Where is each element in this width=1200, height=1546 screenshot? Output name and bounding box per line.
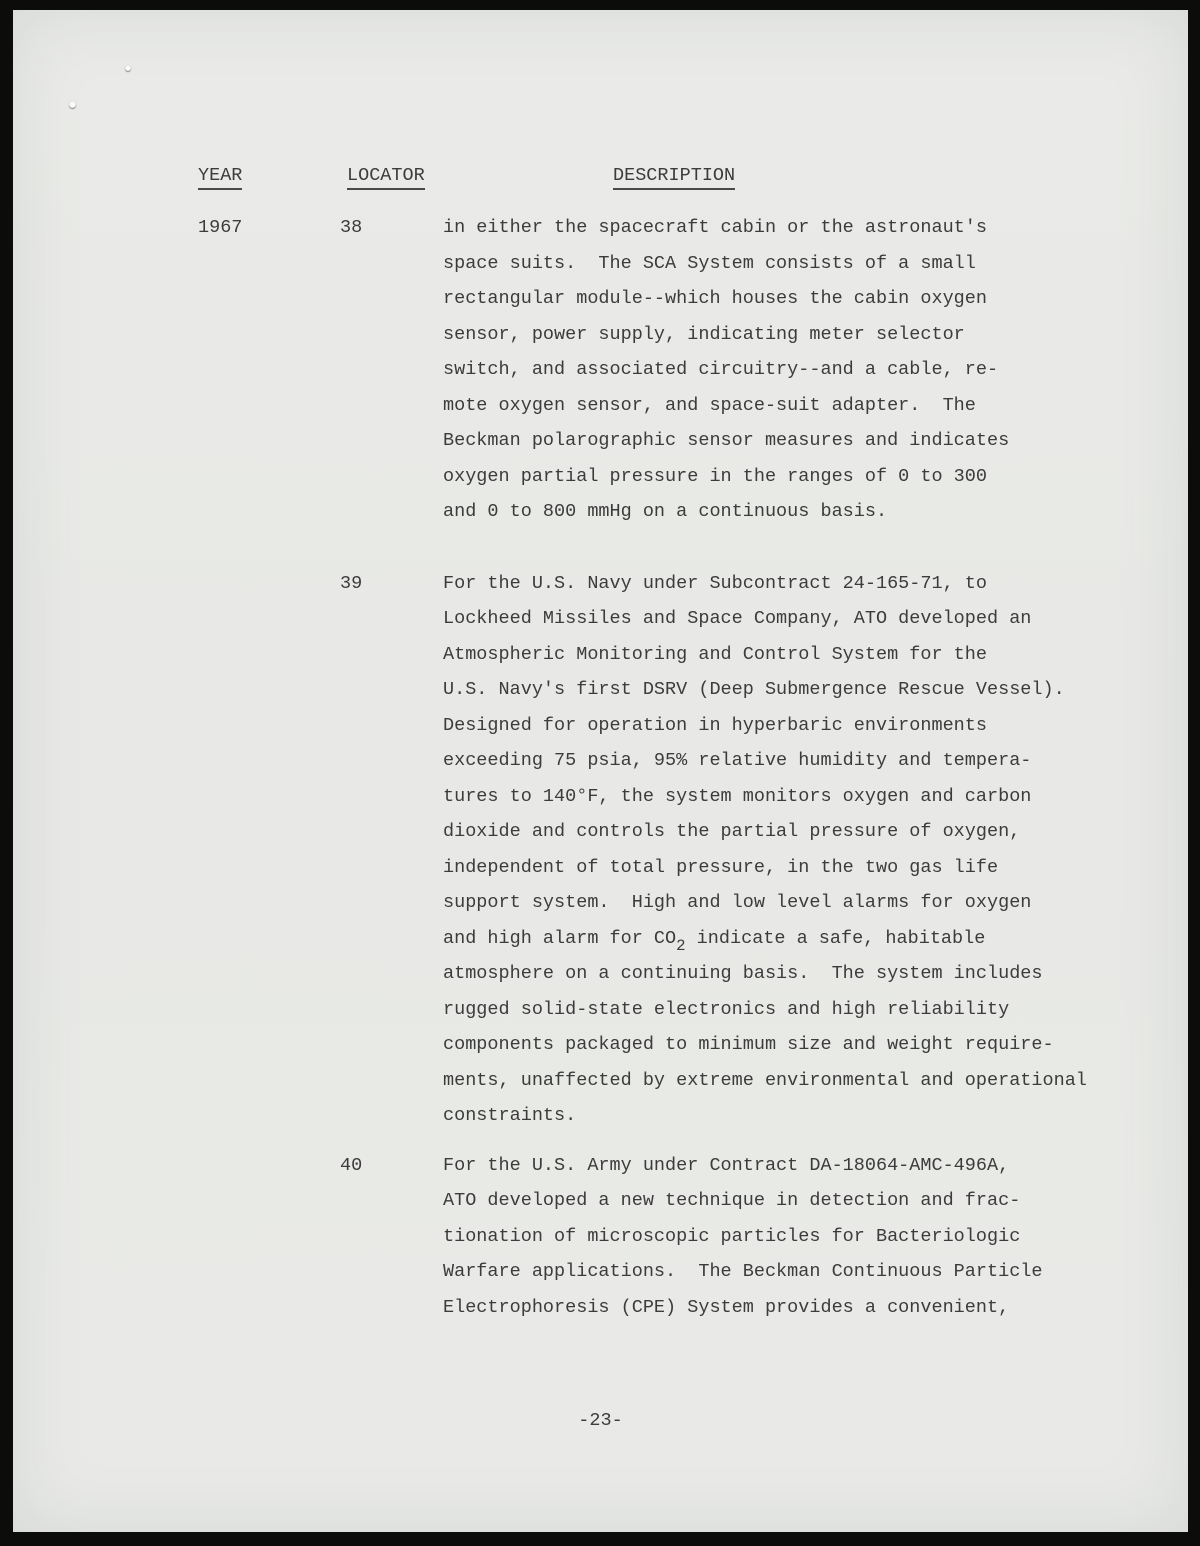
entry-year: 1967 xyxy=(198,217,243,238)
description-line: and high alarm for $CO_2$ indicate a safe, habitable xyxy=(443,927,986,955)
page-number: -23- xyxy=(578,1410,623,1431)
description-line: in either the spacecraft cabin or the astronaut's xyxy=(443,217,987,238)
table-row xyxy=(198,1148,1188,1326)
column-header-locator: LOCATOR xyxy=(347,165,425,190)
description-line: For the U.S. Navy under Subcontract 24-165-71, to xyxy=(443,572,987,594)
table-row xyxy=(198,566,1188,1134)
description-line: tionation of microscopic particles for Bacteriologic xyxy=(443,1225,1021,1247)
description-line: rectangular module--which houses the cabin oxygen xyxy=(443,288,987,309)
description-line: dioxide and controls the partial pressure of oxygen, xyxy=(443,821,1021,842)
entry-lines xyxy=(443,1148,1188,1326)
document-page xyxy=(13,10,1188,1532)
description-line: exceeding 75 psia, 95% relative humidity and tempera- xyxy=(443,750,1032,771)
description-line: For the U.S. Army under Contract DA-18064-AMC-496A, xyxy=(443,1154,1010,1176)
description-line: Warfare applications. The Beckman Continuous Particle xyxy=(443,1261,1043,1282)
column-header-year: YEAR xyxy=(198,165,242,190)
description-line: switch, and associated circuitry--and a cable, re- xyxy=(443,359,999,380)
description-line: Beckman polarographic sensor measures and indicates xyxy=(443,430,1010,451)
description-line: constraints. xyxy=(443,1105,577,1126)
description-line: and 0 to 800 mmHg on a continuous basis. xyxy=(443,501,888,522)
description-line: Electrophoresis (CPE) System provides a convenient, xyxy=(443,1296,1010,1318)
entry-lines xyxy=(443,566,1188,1134)
description-line: ATO developed a new technique in detection and frac- xyxy=(443,1190,1021,1211)
entries xyxy=(13,210,1188,1361)
description-line: U.S. Navy's first DSRV (Deep Submergence Rescue Vessel). xyxy=(443,679,1065,700)
description-line: independent of total pressure, in the two gas life xyxy=(443,856,999,878)
description-line: Lockheed Missiles and Space Company, ATO developed an xyxy=(443,608,1032,629)
description-line: oxygen partial pressure in the ranges of 0 to 300 xyxy=(443,465,987,487)
column-header-description: DESCRIPTION xyxy=(613,165,735,190)
entry-lines xyxy=(443,210,1188,530)
description-line: Designed for operation in hyperbaric environments xyxy=(443,714,987,736)
description-line: space suits. The SCA System consists of a small xyxy=(443,252,976,274)
description-line: atmosphere on a continuing basis. The system includes xyxy=(443,963,1043,984)
staple-hole xyxy=(125,65,131,71)
description-line: rugged solid-state electronics and high reliability xyxy=(443,998,1010,1020)
description-line: Atmospheric Monitoring and Control System for the xyxy=(443,643,987,665)
entry-locator: 39 xyxy=(340,572,363,594)
staple-hole xyxy=(69,101,76,108)
description-line: components packaged to minimum size and weight require- xyxy=(443,1034,1054,1055)
description-line: ments, unaffected by extreme environmental and operational xyxy=(443,1069,1087,1091)
description-line: mote oxygen sensor, and space-suit adapter. The xyxy=(443,394,976,416)
entry-locator: 40 xyxy=(340,1154,363,1176)
description-line: support system. High and low level alarms for oxygen xyxy=(443,892,1032,913)
table-row xyxy=(198,210,1188,530)
description-line: sensor, power supply, indicating meter selector xyxy=(443,323,965,345)
entry-locator: 38 xyxy=(340,217,363,238)
description-line: tures to 140°F, the system monitors oxygen and carbon xyxy=(443,785,1032,807)
